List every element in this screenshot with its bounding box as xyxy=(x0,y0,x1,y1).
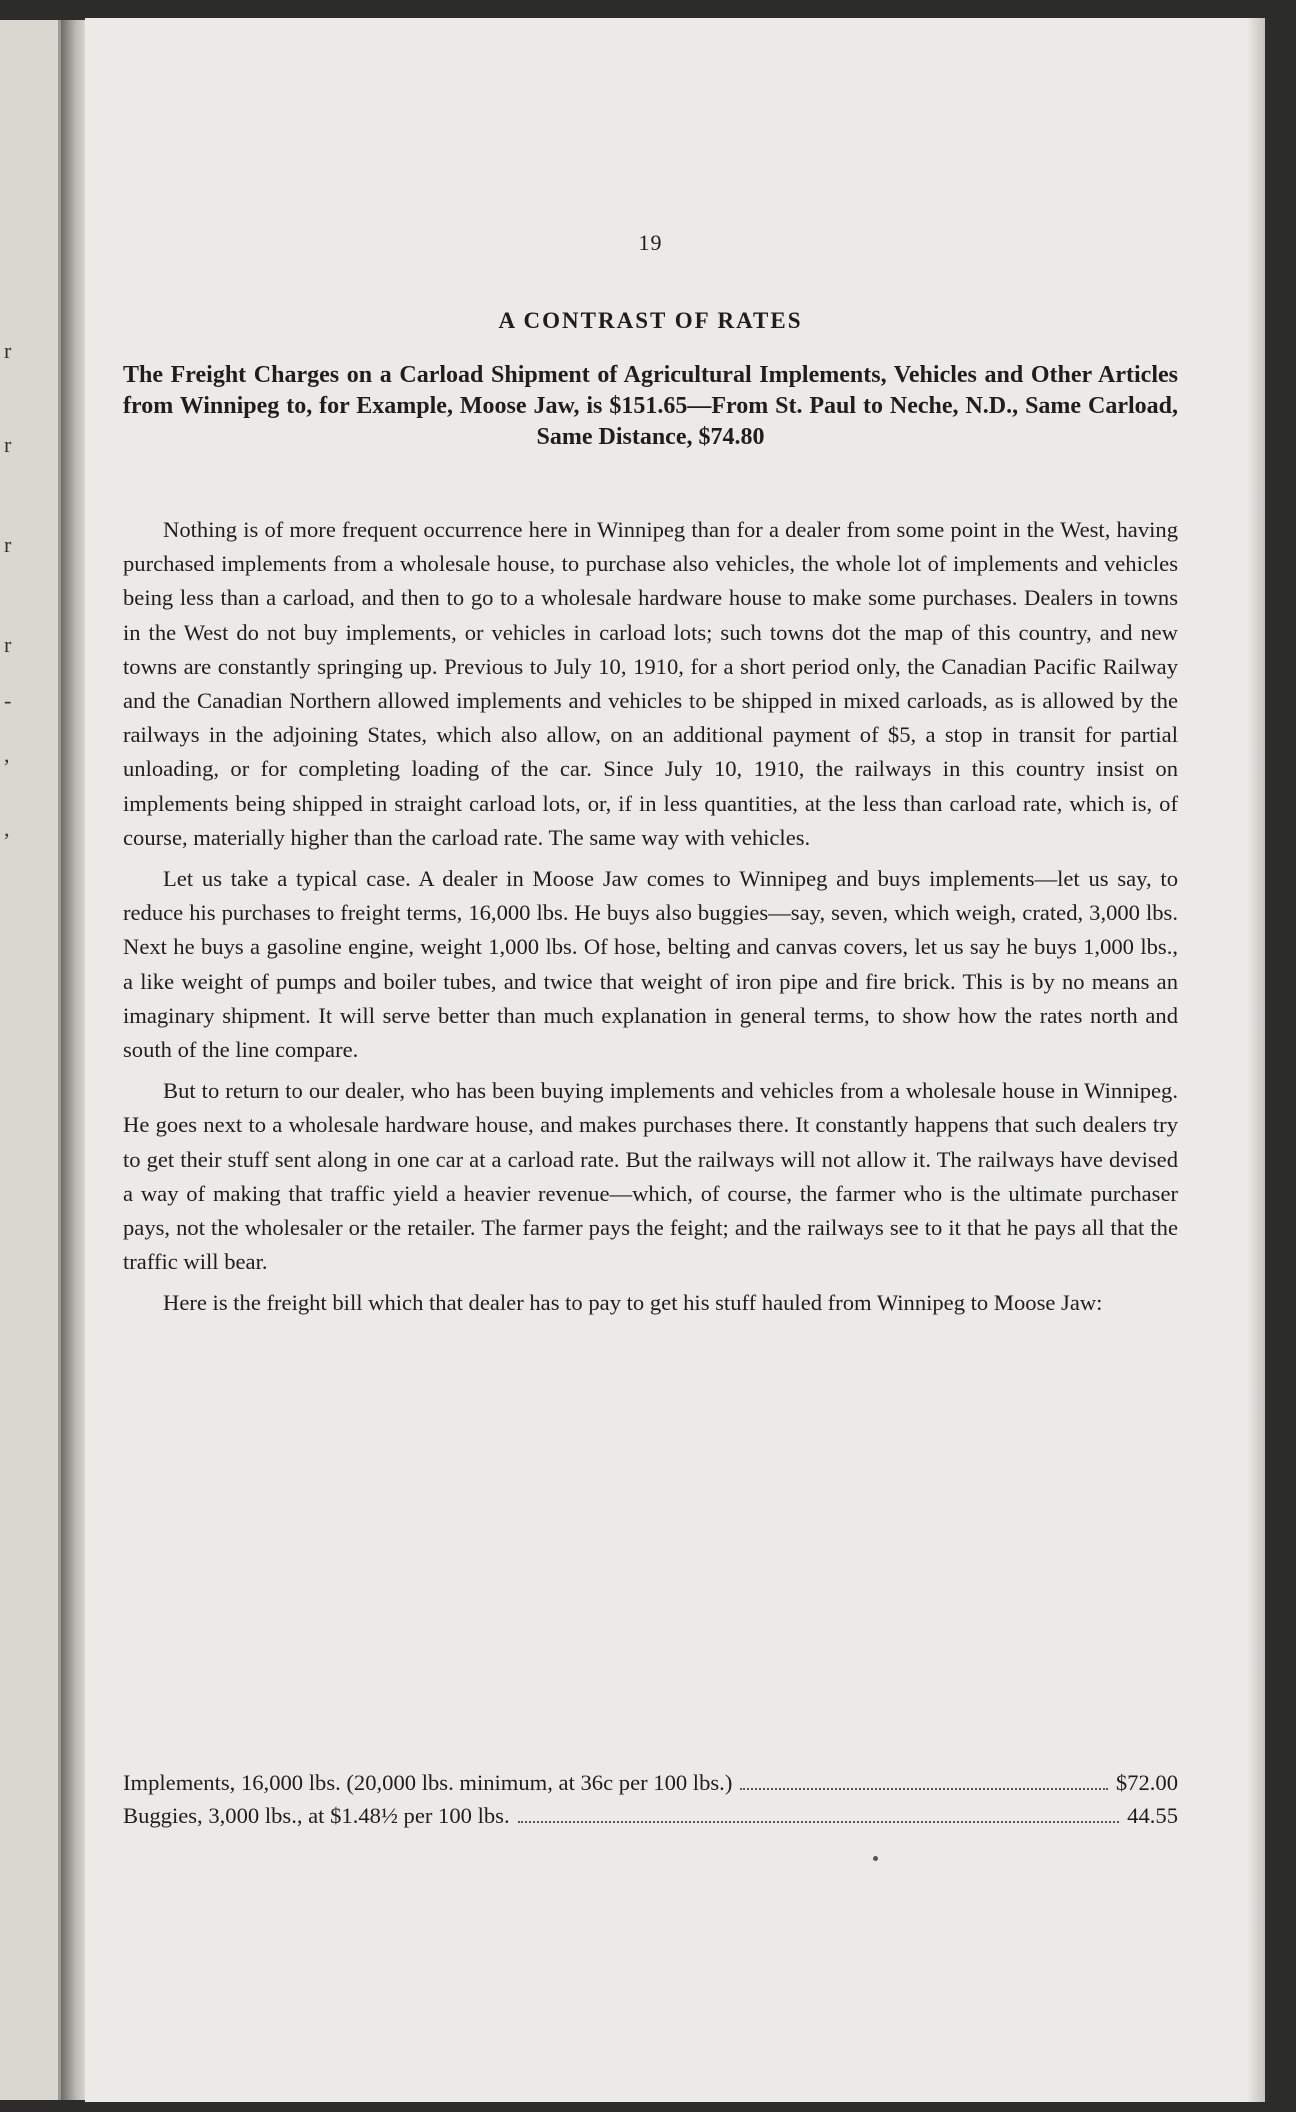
paper-speck xyxy=(873,1856,878,1861)
page-edge-shadow xyxy=(1247,18,1265,2102)
freight-bill xyxy=(123,1766,1178,1832)
paragraph: Let us take a typical case. A dealer in Moose Jaw comes to Winnipeg and buys implements—let us say, to reduce his purchases to freight terms, 16,000 lbs. He buys also buggies—say, seven, which weigh, crated, 3,000 lbs. Next he buys a gasoline engine, weight 1,000 lbs. Of hose, belting and canvas covers, let us say he buys 1,000 lbs., a like weight of pumps and boiler tubes, and twice that weight of iron pipe and fire brick. This is by no means an imaginary shipment. It will serve better than much explanation in general terms, to show how the rates north and south of the line compare. xyxy=(123,866,1178,1063)
edge-char: r xyxy=(4,532,12,557)
paragraph: Nothing is of more frequent occurrence here in Winnipeg than for a dealer from some point in the West, having purchased implements from a wholesale house, to purchase also vehicles, the whole lot of implements and vehicles being less than a carload, and then to go to a wholesale hardware house to make some purchases. Dealers in towns in the West do not buy implements, or vehicles in carload lots; such towns dot the map of this country, and new towns are constantly springing up. Previous to July 10, 1910, for a short period only, the Canadian Pacific Railway and the Canadian Northern allowed implements and vehicles to be shipped in mixed carloads, as is allowed by the railways in the adjoining States, which also allow, on an additional payment of $5, a stop in transit for partial unloading, or for completing loading of the car. Since July 10, 1910, the railways in this country insist on implements being shipped in straight carload lots, or, if in less quantities, at the less than carload rate, which is, of course, materially higher than the carload rate. The same way with vehicles. xyxy=(123,517,1178,850)
bill-item-amount: 44.55 xyxy=(1127,1803,1178,1828)
edge-char: , xyxy=(4,742,10,767)
bill-item-amount: $72.00 xyxy=(1115,1770,1178,1795)
paragraph: Here is the freight bill which that dealer has to pay to get his stuff hauled from Winnipeg to Moose Jaw: xyxy=(163,1290,1103,1316)
bill-item-description: Implements, 16,000 lbs. (20,000 lbs. minimum, at 36c per 100 lbs.) xyxy=(123,1770,733,1795)
paragraph: But to return to our dealer, who has been buying implements and vehicles from a wholesale house in Winnipeg. He goes next to a wholesale hardware house, and makes purchases there. It constantly happens that such dealers try to get their stuff sent along in one car at a carload rate. But the railways will not allow it. The railways have devised a way of making that traffic yield a heavier revenue—which, of course, the farmer who is the ultimate purchaser pays, not the wholesaler or the retailer. The farmer pays the feight; and the railways see to it that he pays all that the traffic will bear. xyxy=(123,1078,1178,1275)
chapter-title: A CONTRAST OF RATES xyxy=(498,308,803,333)
edge-char: - xyxy=(4,688,12,713)
bill-item-description: Buggies, 3,000 lbs., at $1.48½ per 100 lbs. xyxy=(123,1803,510,1828)
facing-page-edge xyxy=(0,20,61,2100)
body-text xyxy=(123,513,1178,1328)
book-page xyxy=(85,18,1265,2102)
edge-char: r xyxy=(4,632,12,657)
book-gutter xyxy=(61,20,85,2100)
leader-dots xyxy=(518,1821,1120,1823)
chapter-subtitle: The Freight Charges on a Carload Shipment of Agricultural Implements, Vehicles and Other Articles from Winnipeg to, for Example, Moose Jaw, is $151.65—From St. Paul to Neche, N.D., Same Carload, Same Distance, $74.80 xyxy=(123,362,1178,450)
page-number: 19 xyxy=(638,230,663,255)
edge-char: , xyxy=(4,816,10,841)
bill-row xyxy=(123,1766,1178,1799)
bill-row xyxy=(123,1799,1178,1832)
edge-char: r xyxy=(4,338,12,363)
edge-char: r xyxy=(4,432,12,457)
leader-dots xyxy=(740,1788,1108,1790)
